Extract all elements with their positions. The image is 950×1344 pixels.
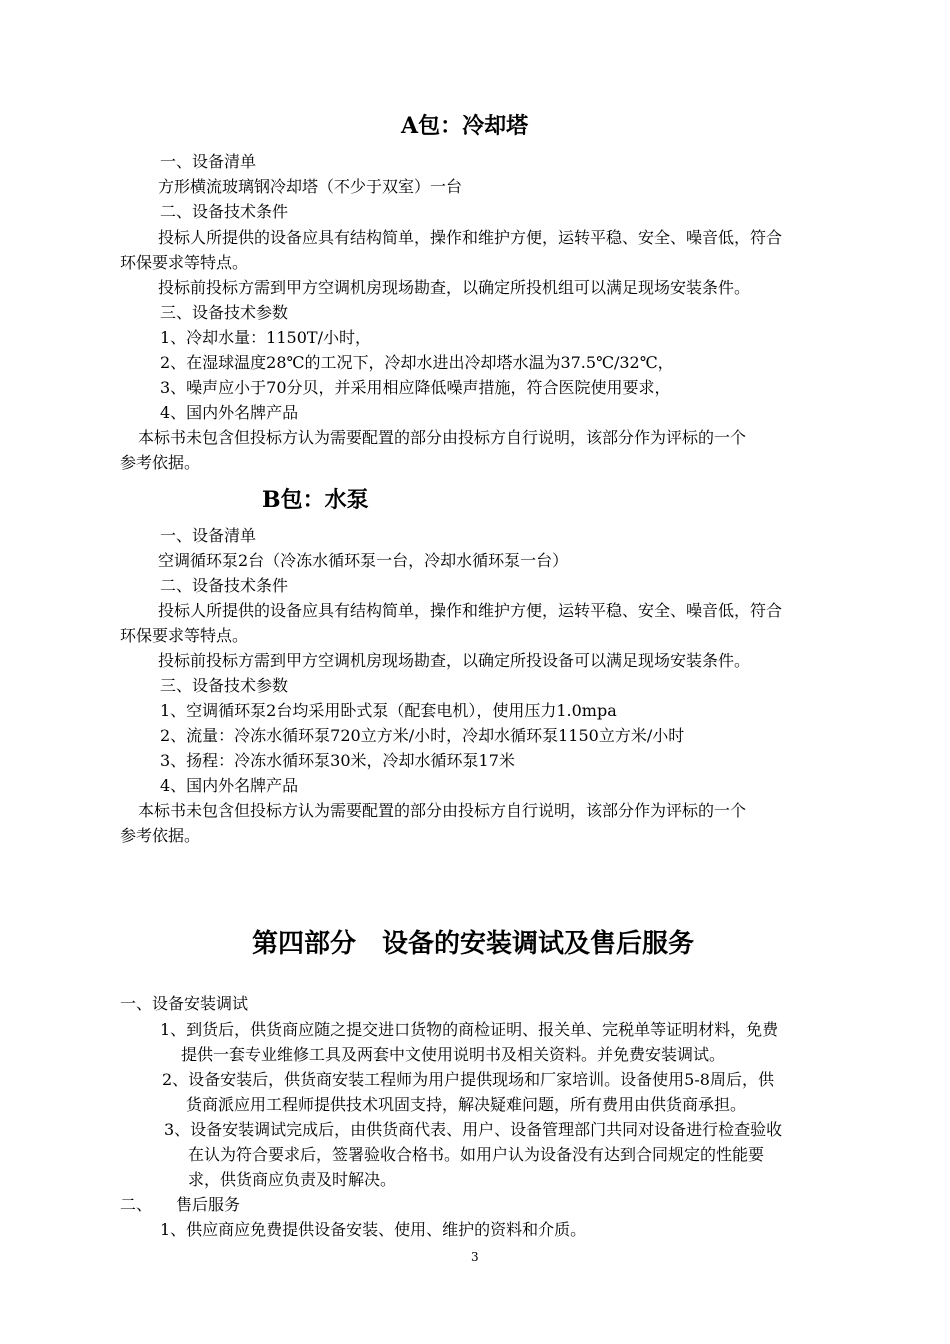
section-b-line: 参考依据。 (120, 826, 201, 845)
section-a-line: 参考依据。 (120, 453, 201, 472)
page-number: 3 (471, 1250, 479, 1264)
section-a-line: 4、国内外名牌产品 (160, 403, 299, 422)
section-b-line: 一、设备清单 (160, 526, 257, 545)
part-four-line: 一、设备安装调试 (120, 994, 249, 1013)
part-four-line: 1、到货后，供货商应随之提交进口货物的商检证明、报关单、完税单等证明材料，免费 (160, 1020, 779, 1039)
part-four-line: 3、设备安装调试完成后，由供货商代表、用户、设备管理部门共同对设备进行检查验收 (164, 1120, 783, 1139)
section-a-line: 环保要求等特点。 (120, 253, 249, 272)
section-a-line: 本标书未包含但投标方认为需要配置的部分由投标方自行说明，该部分作为评标的一个 (138, 428, 747, 447)
section-b-line: 空调循环泵2台（冷冻水循环泵一台，冷却水循环泵一台） (158, 551, 569, 570)
section-b-line: 4、国内外名牌产品 (160, 776, 299, 795)
section-a-line: 投标人所提供的设备应具有结构简单，操作和维护方便，运转平稳、安全、噪音低，符合 (158, 228, 783, 247)
section-b-line: 1、空调循环泵2台均采用卧式泵（配套电机），使用压力1.0mpa (160, 701, 617, 720)
section-b-line: 3、扬程：冷冻水循环泵30米，冷却水循环泵17米 (160, 751, 515, 770)
section-a-line: 方形横流玻璃钢冷却塔（不少于双室）一台 (158, 177, 463, 196)
section-b-title: B包：水泵 (262, 487, 369, 513)
part-four-line: 货商派应用工程师提供技术巩固支持，解决疑难问题，所有费用由供货商承担。 (186, 1095, 747, 1114)
section-a-line: 2、在湿球温度28℃的工况下，冷却水进出冷却塔水温为37.5℃/32℃， (160, 353, 674, 372)
part-four-line: 在认为符合要求后，签署验收合格书。如用户认为设备没有达到合同规定的性能要 (188, 1145, 765, 1164)
section-b-line: 投标人所提供的设备应具有结构简单，操作和维护方便，运转平稳、安全、噪音低，符合 (158, 601, 783, 620)
part-four-title: 第四部分 设备的安装调试及售后服务 (252, 929, 695, 959)
section-b-line: 2、流量：冷冻水循环泵720立方米/小时，冷却水循环泵1150立方米/小时 (160, 726, 685, 745)
part-four-line: 二、 售后服务 (120, 1195, 241, 1214)
part-four-line: 求，供货商应负责及时解决。 (188, 1170, 397, 1189)
part-four-line: 2、设备安装后，供货商安装工程师为用户提供现场和厂家培训。设备使用5-8周后，供 (162, 1070, 774, 1089)
section-b-line: 环保要求等特点。 (120, 626, 249, 645)
section-a-line: 投标前投标方需到甲方空调机房现场勘查，以确定所投机组可以满足现场安装条件。 (158, 278, 751, 297)
section-a-title: A包：冷却塔 (401, 113, 529, 139)
section-a-line: 一、设备清单 (160, 152, 257, 171)
part-four-line: 提供一套专业维修工具及两套中文使用说明书及相关资料。并免费安装调试。 (181, 1045, 726, 1064)
section-b-line: 本标书未包含但投标方认为需要配置的部分由投标方自行说明，该部分作为评标的一个 (138, 801, 747, 820)
section-b-line: 二、设备技术条件 (160, 576, 289, 595)
part-four-line: 1、供应商应免费提供设备安装、使用、维护的资料和介质。 (160, 1220, 587, 1239)
section-a-line: 二、设备技术条件 (160, 202, 289, 221)
section-b-line: 三、设备技术参数 (160, 676, 289, 695)
section-a-line: 3、噪声应小于70分贝，并采用相应降低噪声措施，符合医院使用要求， (160, 378, 671, 397)
section-b-line: 投标前投标方需到甲方空调机房现场勘查，以确定所投设备可以满足现场安装条件。 (158, 651, 751, 670)
section-a-line: 1、冷却水量：1150T/小时， (160, 328, 371, 347)
section-a-line: 三、设备技术参数 (160, 303, 289, 322)
